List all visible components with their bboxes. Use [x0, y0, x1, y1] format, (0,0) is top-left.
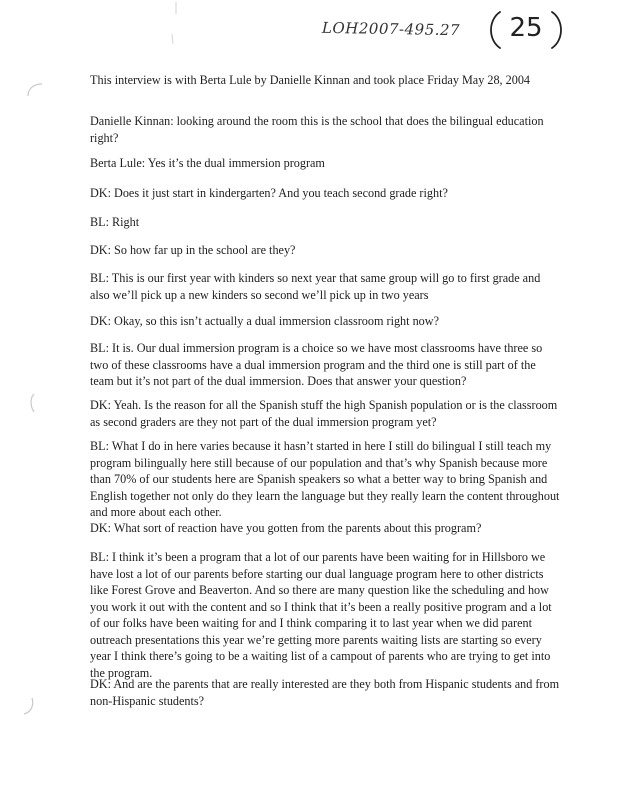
hole-punch-mark-bottom — [18, 694, 40, 720]
dialogue-paragraph: DK: And are the parents that are really interested are they both from Hispanic students and from non-Hispanic students? — [90, 677, 560, 708]
dialogue-paragraph: BL: It is. Our dual immersion program is a choice so we have most classrooms have three so two of these classrooms have a dual immersion program and the third one is still part of the team but it’s not part of the dual immersion. Does that answer your question? — [90, 341, 543, 388]
dialogue-paragraph: DK: Okay, so this isn’t actually a dual immersion classroom right now? — [90, 314, 439, 328]
intro-paragraph: This interview is with Berta Lule by Danielle Kinnan and took place Friday May 28, 2004 — [90, 73, 531, 87]
accession-number: LOH2007-495.27 — [321, 18, 461, 40]
dialogue-paragraph: DK: Yeah. Is the reason for all the Spanish stuff the high Spanish population or is the classroom as second graders are they not part of the dual immersion program yet? — [90, 398, 558, 429]
dialogue-paragraph: Danielle Kinnan: looking around the room this is the school that does the bilingual education right? — [90, 114, 544, 145]
dialogue-paragraph: DK: Does it just start in kindergarten? And you teach second grade right? — [90, 186, 448, 200]
hole-punch-mark-top — [22, 80, 52, 106]
dialogue-paragraph: BL: I think it’s been a program that a lot of our parents have been waiting for in Hillsboro we have lost a lot of our parents before starting our dual language program here to other districts like Forest Grove and Beaverton. And so there are many question like the scheduling and how you work it out with the content and so I think that it’s been a really positive program and a lot of our folks have been waiting for and I think comparing it to last year when we did parent outreach presentations this year we’re getting more parents waiting lists are starting so every year I think there’s going to be a waiting list of a campout of parents who are trying to get into the program. — [90, 550, 552, 680]
dialogue-paragraph: BL: This is our first year with kinders so next year that same group will go to first grade and also we’ll pick up a new kinders so second we’ll pick up in two years — [90, 271, 541, 302]
dialogue-paragraph: BL: Right — [90, 215, 140, 229]
dialogue-paragraph: DK: So how far up in the school are they? — [90, 243, 296, 257]
dialogue-paragraph: DK: What sort of reaction have you gotten from the parents about this program? — [90, 521, 482, 535]
dialogue-paragraph: Berta Lule: Yes it’s the dual immersion program — [90, 156, 325, 170]
dialogue-paragraph: BL: What I do in here varies because it hasn’t started in here I still do bilingual I still teach my program bilingually here still because of our population and that’s why Spanish because more than 70% of our students here are Spanish speakers so what a better way to bring Spanish and English together not only do they learn the language but they really learn the content throughout and more about each other. — [90, 439, 560, 519]
scan-speck — [168, 0, 180, 50]
page-number-badge — [486, 6, 566, 54]
page-number: 25 — [509, 13, 543, 43]
hole-punch-mark-middle — [22, 390, 42, 416]
